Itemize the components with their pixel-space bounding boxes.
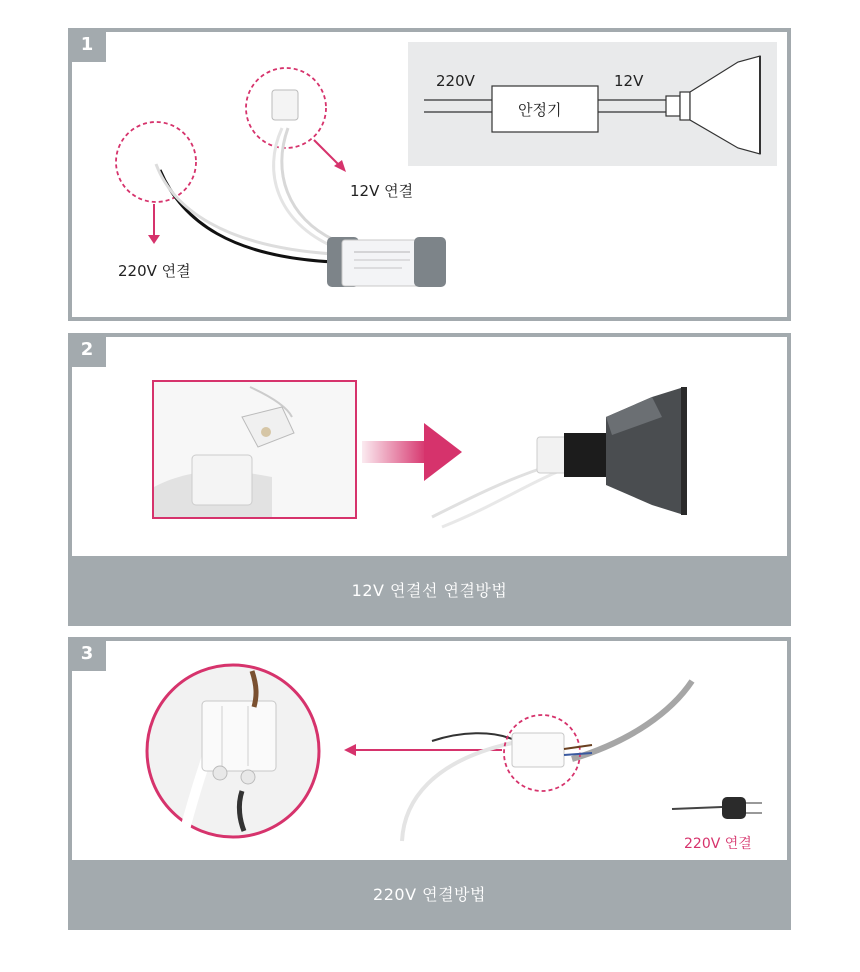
step-1-panel xyxy=(68,28,791,321)
label-220v-connect: 220V 연결 xyxy=(118,262,191,280)
step-2-caption: 12V 연결선 연결방법 xyxy=(351,581,508,600)
step-number: 2 xyxy=(68,333,106,367)
step-2-panel xyxy=(68,333,791,626)
step-1-content xyxy=(72,32,787,317)
step-3-caption: 220V 연결방법 xyxy=(373,885,486,904)
step-number: 1 xyxy=(68,28,106,62)
label-220v-connect: 220V 연결 xyxy=(684,836,752,852)
step-3-panel xyxy=(68,637,791,930)
step-2-content xyxy=(72,337,787,556)
power-connection-photo xyxy=(72,641,787,860)
lamp-connection-photo xyxy=(72,337,787,556)
diagram-ballast-label: 안정기 xyxy=(518,101,562,119)
diagram-output-voltage: 12V xyxy=(614,72,644,90)
step-3-content xyxy=(72,641,787,860)
label-12v-connect: 12V 연결 xyxy=(350,182,414,200)
wiring-diagram xyxy=(408,42,777,166)
step-number: 3 xyxy=(68,637,106,671)
diagram-input-voltage: 220V xyxy=(436,72,475,90)
wiring-diagram-lines xyxy=(408,42,777,166)
